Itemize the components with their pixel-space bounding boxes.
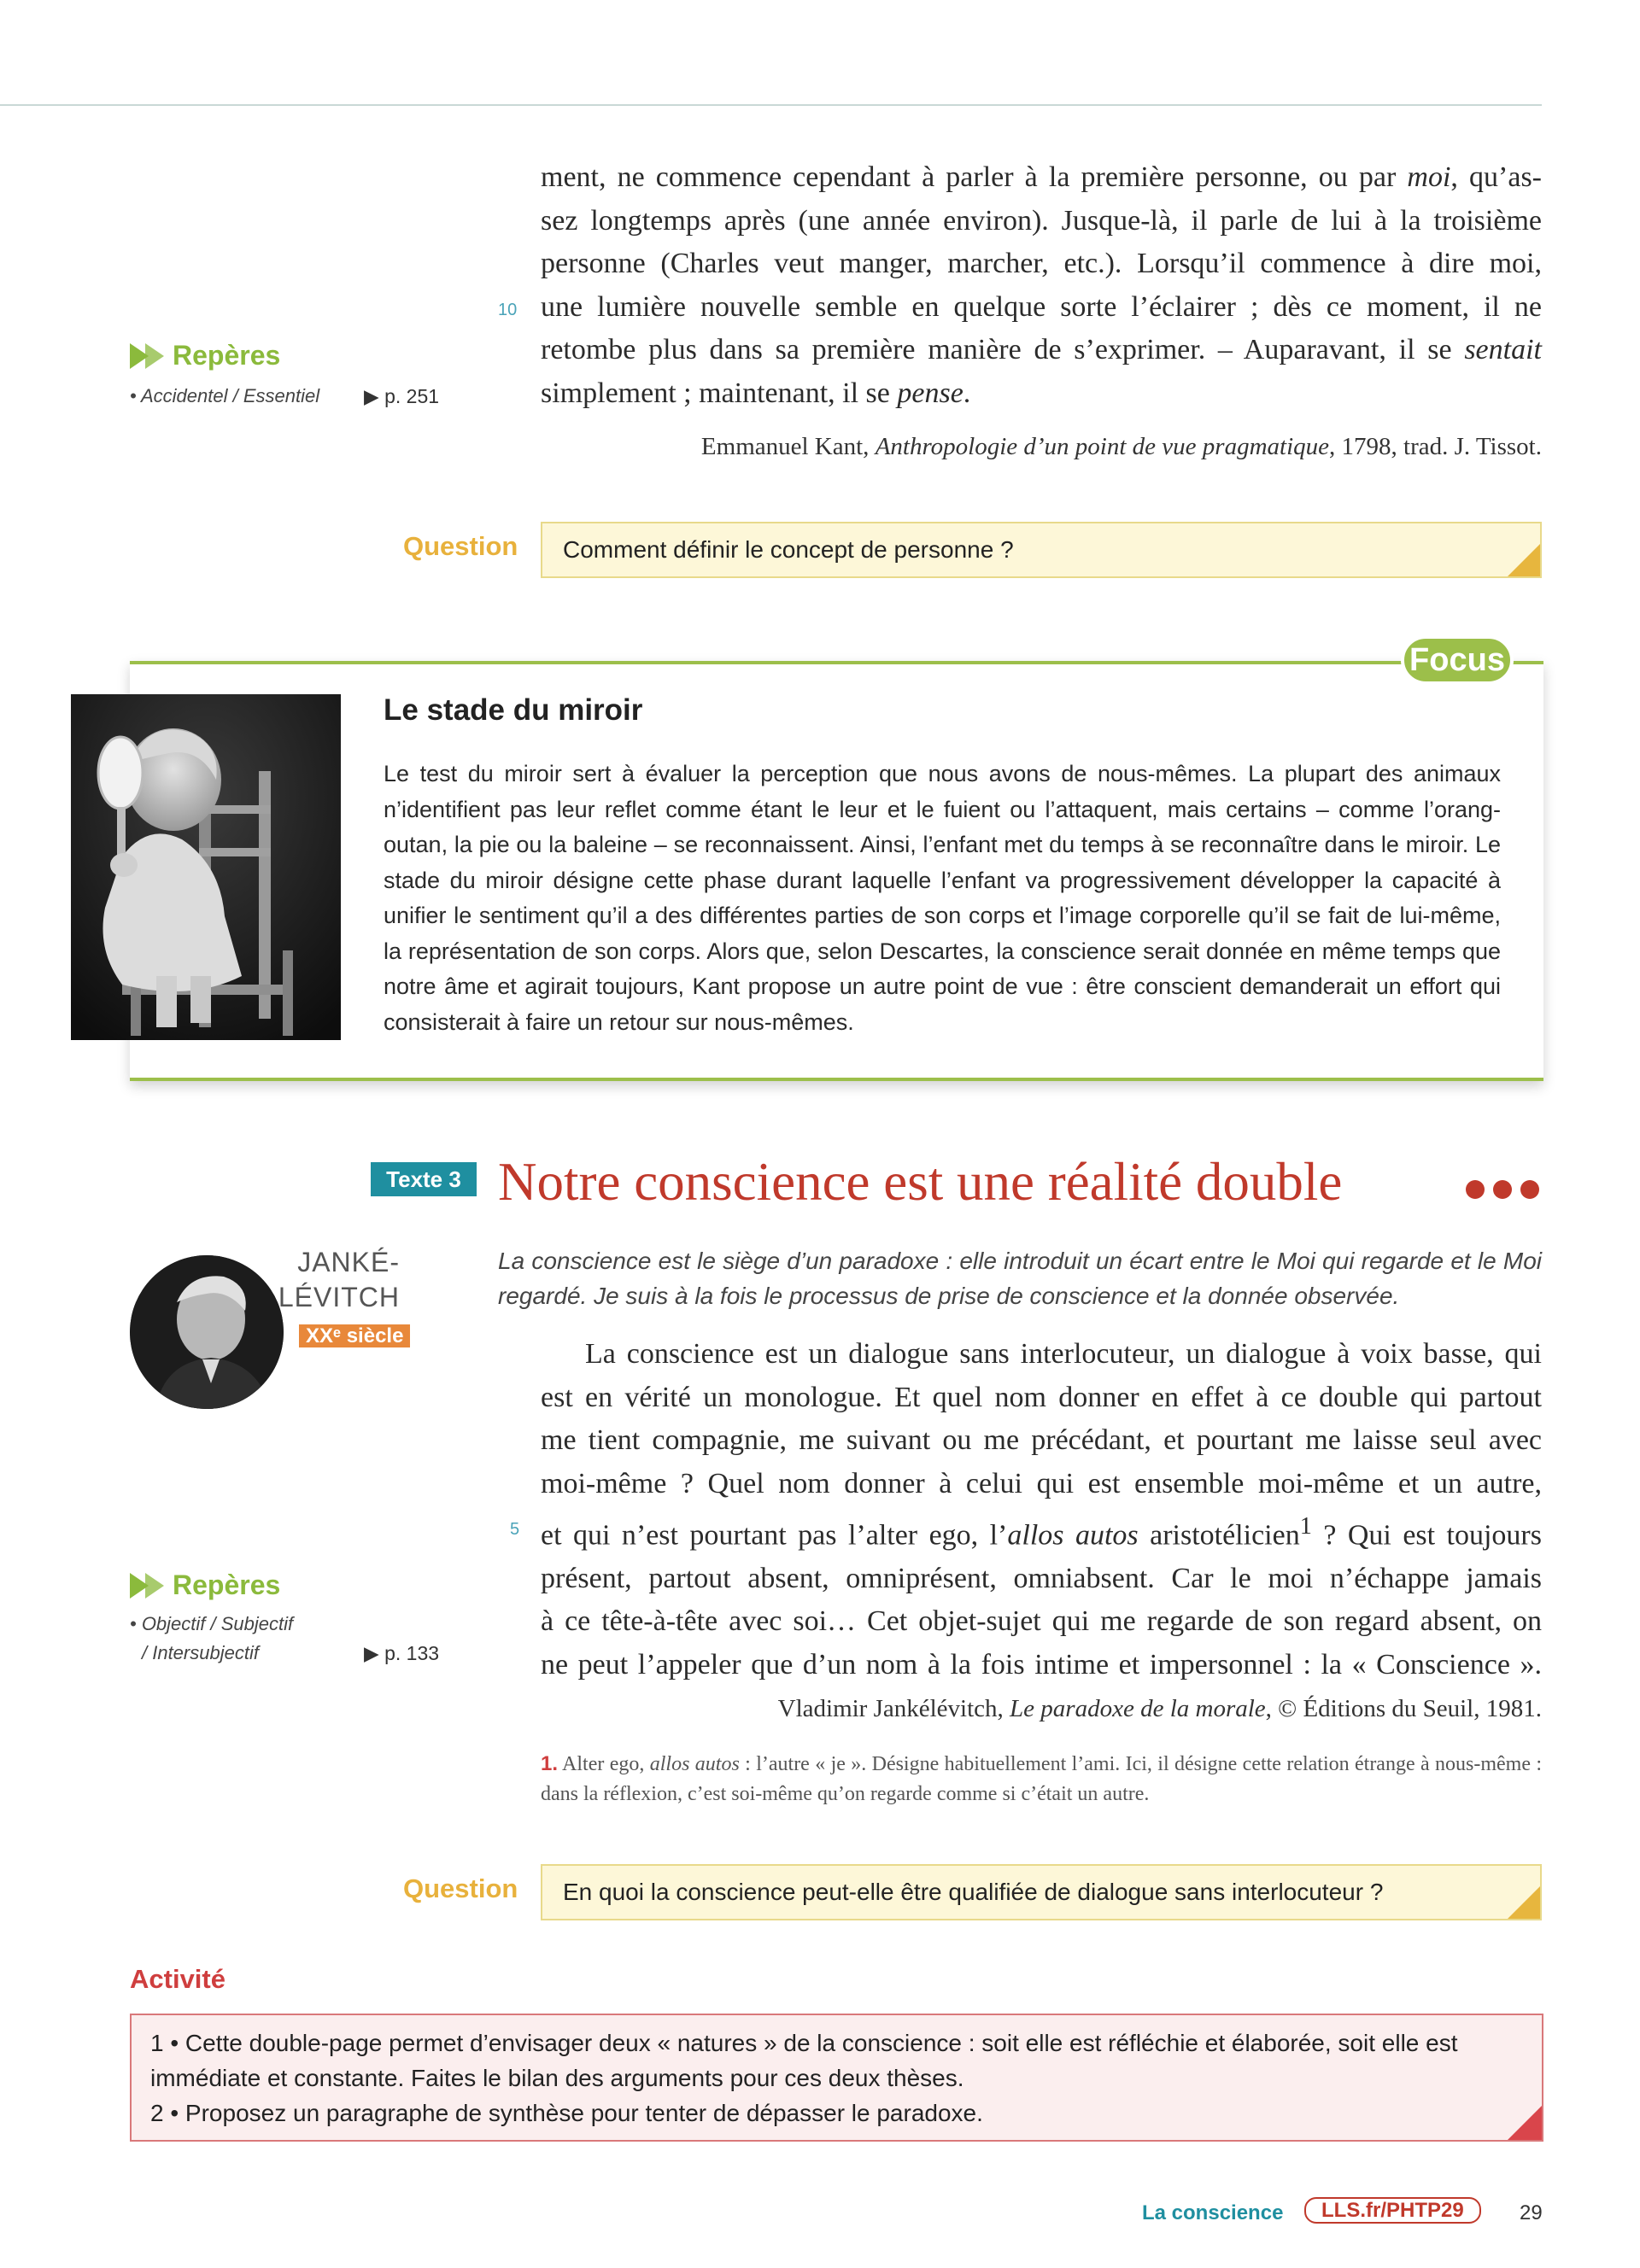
excerpt-line: moi-même ? Quel nom donner à celui qui est ensemble moi-même et un autre,: [541, 1467, 1542, 1499]
excerpt-line: est en vérité un monologue. Et quel nom donner en effet à ce double qui partout: [541, 1381, 1542, 1413]
excerpt-line: La conscience est un dialogue sans interlocuteur, un dialogue à voix basse, qui: [585, 1338, 1542, 1370]
excerpt-line: me tient compagnie, me suivant ou me précédant, et pourtant me laisse seul avec: [541, 1424, 1542, 1456]
footer-theme: La conscience: [1142, 2201, 1284, 2224]
activite-item: 2 • Proposez un paragraphe de synthèse pour tenter de dépasser le paradoxe.: [150, 2100, 983, 2126]
difficulty-dot: [1466, 1180, 1485, 1199]
double-arrow-icon: [130, 343, 167, 369]
excerpt-line: et qui n’est pourtant pas l’alter ego, l’allos autos aristotélicien$^1$ ? Qui est toujours: [541, 1513, 1542, 1552]
footer-link[interactable]: LLS.fr/PHTP29: [1304, 2197, 1481, 2224]
page-number: 29: [1520, 2201, 1543, 2224]
top-divider: [0, 104, 1542, 106]
reperes-page-link[interactable]: ▶ p. 251: [364, 385, 440, 407]
focus-badge: Focus: [1401, 635, 1514, 685]
texte-intro: La conscience est le siège d’un paradoxe : elle introduit un écart entre le Moi qui regarde et le Moi regardé. Je suis à la fois le processus de prise de conscience et la donnée observée.: [498, 1248, 1542, 1309]
kant-line: ment, ne commence cependant à parler à la première personne, ou par moi, qu’as-: [541, 161, 1542, 193]
reperes-heading: [130, 1569, 280, 1601]
footer-link-wrap: [1304, 2195, 1481, 2226]
footnote-text: Alter ego, allos autos : l’autre « je ». Désigne habituellement l’ami. Ici, il désigne cette relation étrange à nous-même : dans la réflexion, c’est soi-même qu’on regarde comme si c’était un autre.: [541, 1753, 1542, 1805]
reperes-title: Repères: [173, 1569, 281, 1600]
reperes-title: Repères: [173, 340, 281, 371]
jankelevitch-citation: [541, 1695, 1542, 1723]
difficulty-dot: [1493, 1180, 1512, 1199]
question-text: Comment définir le concept de personne ?: [563, 536, 1014, 563]
excerpt-line: présent, partout absent, omniprésent, omniabsent. Car le moi n’échappe jamais: [541, 1562, 1542, 1594]
century-badge: [299, 1323, 410, 1350]
focus-title: Le stade du miroir: [384, 693, 643, 727]
kant-line: simplement ; maintenant, il se pense.: [541, 377, 971, 409]
reperes-item: • Objectif / Subjectif: [130, 1613, 294, 1634]
activite-label: Activité: [130, 1964, 226, 1994]
difficulty-dot: [1520, 1180, 1539, 1199]
author-name: [256, 1245, 400, 1315]
question-corner: [1508, 544, 1540, 576]
kant-line: une lumière nouvelle semble en quelque sorte l’éclairer ; dès ce moment, il ne: [541, 290, 1542, 323]
reperes-heading: [130, 340, 280, 371]
activite-corner: [1508, 2106, 1542, 2140]
excerpt-line: ne peut l’appeler que d’un nom à la fois intime et impersonnel : la « Conscience ».: [541, 1648, 1542, 1681]
question-box: [541, 522, 1542, 578]
activite-box: [130, 2014, 1543, 2142]
jankelevitch-excerpt: [541, 1333, 1542, 1686]
author-name-line2: LÉVITCH: [278, 1282, 400, 1312]
question-corner: [1508, 1886, 1540, 1919]
question-box: [541, 1864, 1542, 1920]
reperes-page-link[interactable]: ▶ p. 133: [364, 1642, 440, 1664]
citation-rest: , © Éditions du Seuil, 1981.: [1265, 1695, 1542, 1722]
citation-author: Emmanuel Kant,: [700, 433, 876, 460]
line-number: 10: [498, 301, 518, 319]
citation-rest: , 1798, trad. J. Tissot.: [1329, 433, 1542, 460]
excerpt-line: à ce tête-à-tête avec soi… Cet objet-sujet qui me regarde de son regard absent, on: [541, 1605, 1542, 1638]
citation-work: Le paradoxe de la morale: [1010, 1695, 1266, 1722]
kant-line: personne (Charles veut manger, marcher, etc.). Lorsqu’il commence à dire moi,: [541, 248, 1542, 279]
kant-citation: [541, 433, 1542, 461]
century-label: XXᵉ siècle: [299, 1324, 410, 1347]
kant-line: sez longtemps après (une année environ). Jusque-là, il parle de lui à la troisième: [541, 204, 1542, 237]
footnote: [541, 1749, 1542, 1809]
question-label: Question: [403, 1873, 518, 1903]
child-with-mirror-image: [71, 694, 341, 1040]
citation-author: Vladimir Jankélévitch,: [777, 1695, 1010, 1722]
activite-item: 1 • Cette double-page permet d’envisager deux « natures » de la conscience : soit elle est réfléchie et élaborée, soit elle est immédiate et constante. Faites le bilan des arguments pour ces deux thèses.: [150, 2030, 1458, 2091]
question-label: Question: [403, 531, 518, 561]
citation-work: Anthropologie d’un point de vue pragmatique: [875, 433, 1330, 460]
question-text: En quoi la conscience peut-elle être qualifiée de dialogue sans interlocuteur ?: [563, 1879, 1384, 1905]
focus-text: Le test du miroir sert à évaluer la perception que nous avons de nous-mêmes. La plupart des animaux n’identifient pas leur reflet comme étant le leur et le fuient ou l’attaquent, mais certains – comme l’orang-outan, la pie ou la baleine – se reconnaissent. Ainsi, l’enfant met du temps à se reconnaître dans le miroir. Le stade du miroir désigne cette phase durant laquelle l’enfant va progressivement développer la capacité à unifier le sentiment qu’il a des différentes parties de son corps et l’image corporelle qu’il se fait de lui-même, la représentation de son corps. Alors que, selon Descartes, la conscience serait donnée en même temps que notre âme et agirait toujours, Kant propose un autre point de vue : être conscient demanderait un effort qui consisterait à faire un retour sur nous-mêmes.: [384, 761, 1501, 1035]
line-number: 5: [510, 1520, 520, 1539]
double-arrow-icon: [130, 1573, 167, 1599]
mirror-child-photo: [71, 694, 341, 1040]
texte-badge: Texte 3: [371, 1162, 477, 1196]
footnote-number: 1.: [541, 1752, 559, 1775]
reperes-item: • Accidentel / Essentiel: [130, 385, 320, 406]
kant-line: retombe plus dans sa première manière de s’exprimer. – Auparavant, il se sentait: [541, 334, 1542, 365]
kant-excerpt: [541, 156, 1542, 415]
texte-title: Notre conscience est une réalité double: [498, 1152, 1343, 1212]
reperes-item: / Intersubjectif: [142, 1642, 259, 1663]
author-name-line1: JANKÉ-: [297, 1247, 400, 1277]
